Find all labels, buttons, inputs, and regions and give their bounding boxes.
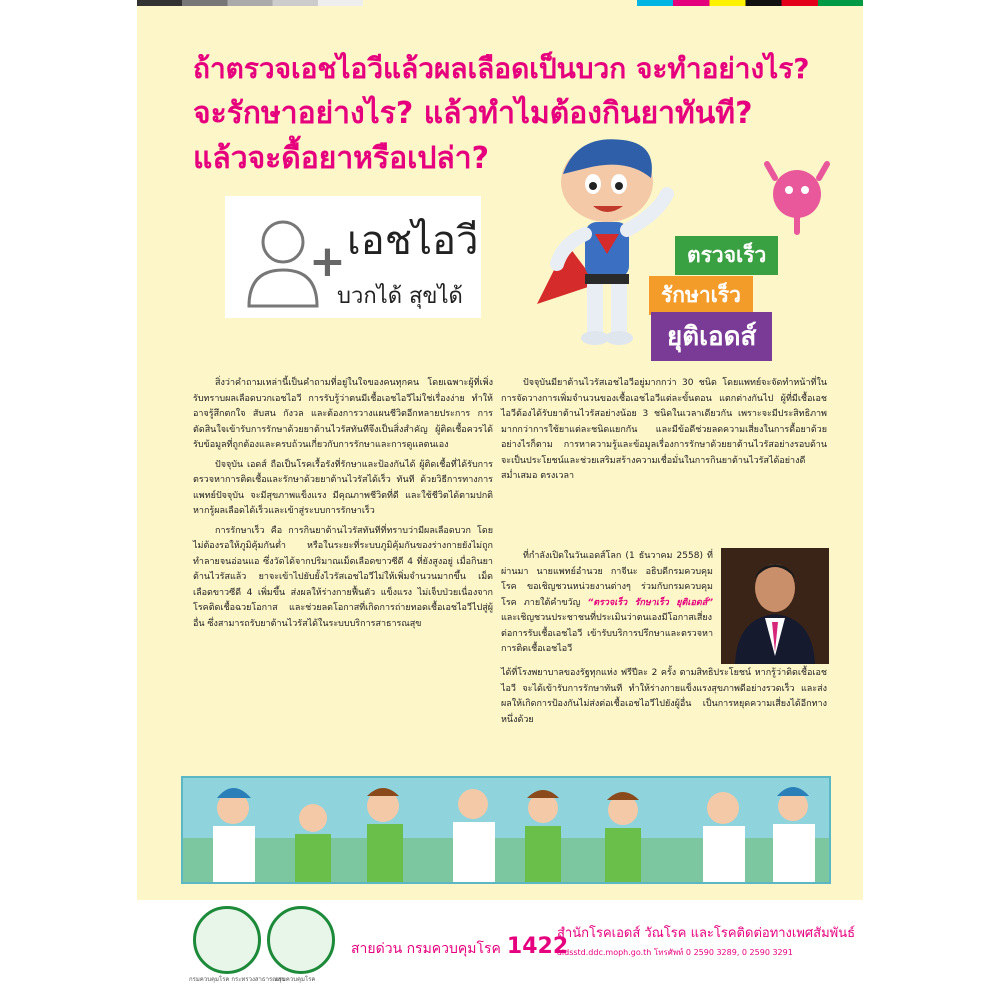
comic-characters-image: [183, 778, 829, 882]
hotline-label: สายด่วน กรมควบคุมโรค: [351, 941, 501, 957]
logo1-caption: กรมควบคุมโรค กระทรวงสาธารณสุข: [189, 976, 286, 983]
body-column-right-top: [501, 376, 827, 489]
plus-icon: +: [309, 236, 346, 287]
headline-line-2: จะรักษาอย่างไร? แล้วทำไมต้องกินยาทันที?: [193, 96, 753, 131]
body-paragraph: ปัจจุบันมียาต้านไวรัสเอชไอวีอยู่มากกว่า 30 ชนิด โดยแพทย์จะจัดทำหน้าที่ในการจัดวางการเพิ่มจำนวนของเชื้อเอชไอวีแต่ละขั้นตอน แตกต่างกันไป ผู้ที่มีเชื้อเอชไอวีต้องได้รับยาต้านไวรัสอย่างน้อย 3 ชนิดในเวลาเดียวกัน เพราะจะมีประสิทธิภาพมากกว่าการใช้ยาแต่ละชนิดแยกกัน และมีข้อดีช่วยลดความเสี่ยงในการดื้อยาด้วย อย่างไรก็ตาม การหาความรู้และข้อมูลเรื่องการรักษาด้วยยาต้านไวรัสอย่างรอบด้าน จะเป็นประโยชน์และช่วยเสริมสร้างความเชื่อมั่นในการกินยาต้านไวรัสได้อย่างดี สม่ำเสมอ ตรงเวลา: [501, 378, 827, 481]
body-paragraph: ปัจจุบัน เอดส์ ถือเป็นโรคเรื้อรังที่รักษาและป้องกันได้ ผู้ติดเชื้อที่ได้รับการตรวจหาการติดเชื้อและรักษาด้วยยาต้านไวรัสได้เร็ว ทันที ด้วยวิธีการทางการแพทย์ปัจจุบัน จะมีสุขภาพแข็งแรง มีคุณภาพชีวิตที่ดี และใช้ชีวิตได้ตามปกติ หากรู้ผลเลือดได้เร็วและเข้าสู่ระบบการรักษาเร็ว: [193, 459, 493, 516]
hiv-logo-title: เอชไอวี: [347, 218, 479, 264]
bureau-name: สำนักโรคเอดส์ วัณโรค และโรคติดต่อทางเพศสัมพันธ์: [557, 926, 856, 941]
comic-strip-illustration: [181, 776, 831, 884]
body-paragraph: การรักษาเร็ว คือ การกินยาต้านไวรัสทันทีที่ทราบว่ามีผลเลือดบวก โดยไม่ต้องรอให้ภูมิคุ้มกันต่ำ หรือในระยะที่ระบบภูมิคุ้มกันของร่างกายยังไม่ถูกทำลายจนอ่อนแอ ซึ่งวัดได้จากปริมาณเม็ดเลือดขาวซีดี 4 ที่ยังสูงอยู่ เมื่อกินยาต้านไวรัสแล้ว ยาจะเข้าไปยับยั้งไวรัสเอชไอวีไม่ให้เพิ่มจำนวนมากขึ้น เม็ดเลือดขาวซีดี 4 เพิ่มขึ้น ส่งผลให้ร่างกายฟื้นตัว แข็งแรง ไม่เจ็บป่วยเนื่องจากโรคติดเชื้อฉวยโอกาส และช่วยลดโอกาสที่เกิดการถ่ายทอดเชื้อเอชไอวีไปสู่ผู้อื่น ซึ่งสามารถรับยาต้านไวรัสได้ในระบบบริการสาธารณสุข: [193, 525, 493, 629]
director-general-photo: [721, 548, 829, 664]
magazine-page: [137, 0, 863, 1000]
moph-seal-logo: [267, 906, 335, 974]
hotline: [351, 934, 568, 960]
body-column-right-middle: [501, 549, 713, 662]
campaign-slogan-quote: “ตรวจเร็ว รักษาเร็ว ยุติเอดส์”: [587, 597, 713, 608]
footer: [137, 900, 863, 1000]
slogan-treat-fast: รักษาเร็ว: [649, 276, 753, 315]
body-text: ที่กำลังเปิดในวันเอดส์โลก (1 ธันวาคม 2558) ที่ผ่านมา นายแพทย์อำนวย กาจีนะ อธิบดีกรมควบคุมโรค ขอเชิญชวนหน่วยงานต่างๆ ร่วมกับกรมควบคุมโรค ภายใต้คำขวัญ: [501, 551, 713, 608]
body-column-left: [193, 376, 493, 636]
hotline-number: 1422: [506, 934, 569, 959]
hiv-logo-subtitle: บวกได้ สุขได้: [337, 284, 463, 309]
ddc-seal-logo: [193, 906, 261, 974]
contact-info: aidsstd.ddc.moph.go.th โทรศัพท์ 0 2590 3289, 0 2590 3291: [557, 948, 793, 957]
body-column-right-bottom: [501, 666, 827, 732]
slogan-end-aids: ยุติเอดส์: [651, 312, 772, 361]
portrait-image: [721, 548, 829, 664]
logo2-caption: กรมควบคุมโรค: [275, 976, 316, 983]
crop-bar-left: [137, 0, 363, 6]
headline-line-1: ถ้าตรวจเอชไอวีแล้วผลเลือดเป็นบวก จะทำอย่างไร?: [193, 52, 810, 85]
body-paragraph: [501, 549, 713, 658]
headline-line-3: แล้วจะดื้อยาหรือเปล่า?: [193, 141, 490, 176]
body-paragraph: สิ่งว่าคำถามเหล่านี้เป็นคำถามที่อยู่ในใจของคนทุกคน โดยเฉพาะผู้ที่เพิ่งรับทราบผลเลือดบวกเอชไอวี การรับรู้ว่าตนมีเชื้อเอชไอวีไม่ใช่เรื่องง่าย ทำให้อาจรู้สึกตกใจ สับสน กังวล และต้องการวางแผนชีวิตอีกหลายประการ การตัดสินใจเข้ารับการรักษาด้วยยาต้านไวรัสทันทีจึงเป็นสิ่งสำคัญ ผู้ติดเชื้อควรได้รับข้อมูลที่ถูกต้องและครบถ้วนเกี่ยวกับการรักษาและการดูแลตนเอง: [193, 378, 493, 450]
color-bar-right: [637, 0, 863, 6]
hiv-positive-logo: [225, 196, 481, 318]
slogan-test-fast: ตรวจเร็ว: [675, 236, 778, 275]
body-text: และเชิญชวนประชาชนที่ประเมินว่าตนเองมีโอกาสเสี่ยงต่อการรับเชื้อเอชไอวี เข้ารับบริการปรึกษาและตรวจหาการติดเชื้อเอชไอวี: [501, 613, 713, 654]
body-paragraph: ได้ที่โรงพยาบาลของรัฐทุกแห่ง ฟรีปีละ 2 ครั้ง ตามสิทธิประโยชน์ หากรู้ว่าติดเชื้อเอชไอวี จะได้เข้ารับการรักษาทันที ทำให้ร่างกายแข็งแรงสุขภาพดีอย่างรวดเร็ว และส่งผลให้เกิดการป้องกันไม่ส่งต่อเชื้อเอชไอวีไปยังผู้อื่น เป็นการหยุดความเสี่ยงได้อีกทางหนึ่งด้วย: [501, 668, 827, 725]
